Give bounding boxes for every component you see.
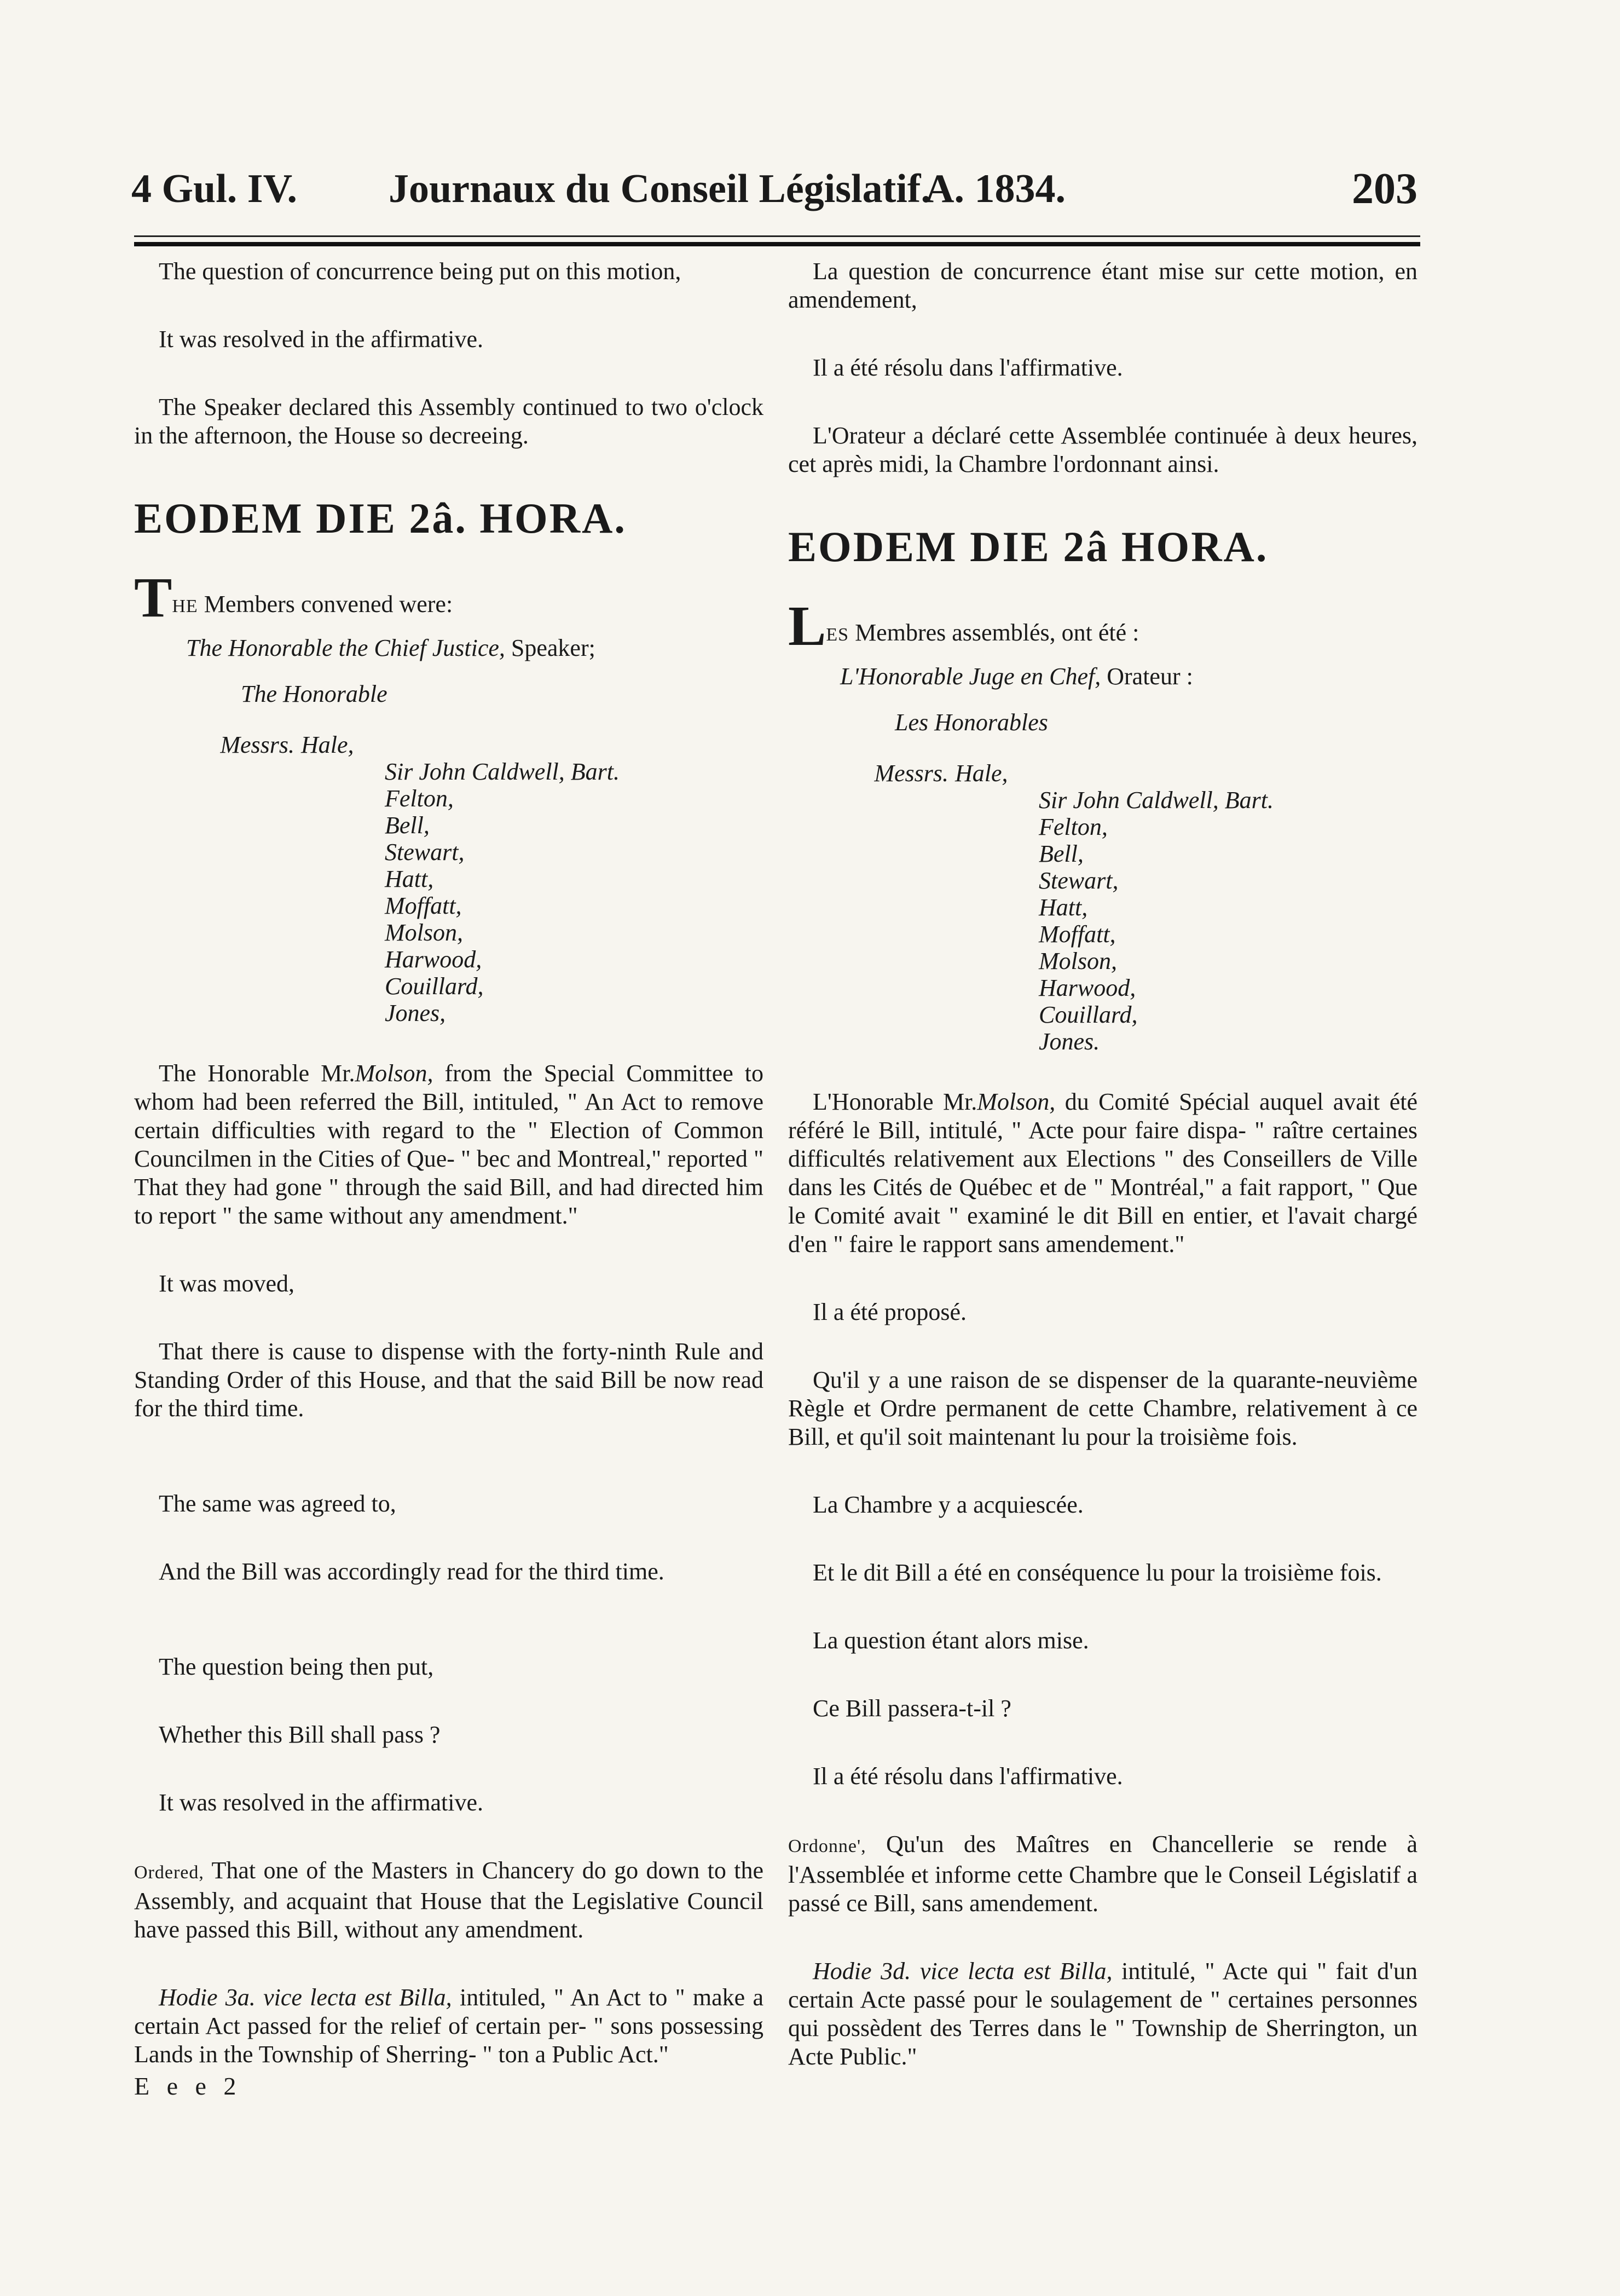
motion-text: That there is cause to dispense with the forty-ninth Rule and Standing Order of this House, and that the said Bill be now read for the third time. [134, 1338, 763, 1422]
member-row [788, 840, 1418, 867]
messrs-label: Messrs. [874, 760, 948, 787]
chief-justice-role: Orateur : [1101, 663, 1193, 690]
member-name: Stewart, [1039, 867, 1119, 894]
header-reign: 4 Gul. IV. [131, 166, 297, 211]
member-name: Harwood, [1039, 974, 1136, 1001]
hodie-paragraph [134, 1983, 763, 2069]
question-put-line: La question étant alors mise. [813, 1627, 1089, 1654]
member-row [788, 1001, 1418, 1028]
report-member-name: Molson, [977, 1088, 1056, 1115]
member-name: Stewart, [385, 839, 465, 866]
ordered-keyword: Ordonne', [788, 1836, 866, 1856]
report-body: du Comité Spécial auquel avait été référé le Bill, intitulé, " Acte pour faire dispa- " raître certaines difficultés relativement aux Elections " des Conseillers de Ville dans les Cités de Québec et de " Montréal," a fait rapport, " Que le Comité avait " examiné le dit Bill en entier, et l'avait chargé d'en " faire le rapport sans amendement." [788, 1088, 1418, 1257]
chief-justice-title: L'Honorable Juge en Chef, [840, 663, 1101, 690]
members-convened [134, 566, 763, 629]
member-row [788, 894, 1418, 921]
member-name: Felton, [385, 785, 454, 812]
member-row [788, 760, 1418, 787]
member-row [788, 867, 1418, 894]
member-name: Bell, [385, 812, 430, 839]
member-name: Molson, [1039, 948, 1117, 974]
member-name: Hale, [301, 731, 354, 758]
english-column [134, 257, 763, 2101]
member-row [134, 866, 763, 892]
member-row [788, 974, 1418, 1001]
hodie-paragraph [788, 1957, 1418, 2071]
chief-justice-line [788, 662, 1418, 691]
report-intro: The Honorable Mr. [159, 1060, 355, 1087]
committee-report [788, 1088, 1418, 1259]
hodie-latin: Hodie 3d. vice lecta est Billa, [813, 1958, 1113, 1985]
speaker-declaration: The Speaker declared this Assembly continued to two o'clock in the afternoon, the House so decreeing. [134, 394, 763, 449]
signature-mark: E e e 2 [134, 2072, 242, 2100]
member-name: Hatt, [1039, 894, 1088, 921]
drop-cap: L [788, 595, 826, 657]
ordered-text: Qu'un des Maîtres en Chancellerie se rende à l'Assemblée et informe cette Chambre que le Conseil Législatif a passé ce Bill, sans amendement. [788, 1831, 1418, 1917]
section-heading: EODEM DIE 2â HORA. [788, 523, 1269, 570]
hodie-text: intituled, " An Act to " make a certain Act passed for the relief of certain per- " sons possessing Lands in the Township of Sherring- " ton a Public Act." [134, 1984, 763, 2068]
chief-justice-line [134, 634, 763, 662]
moved-line: It was moved, [159, 1270, 295, 1297]
member-row [134, 839, 763, 866]
section-heading: EODEM DIE 2â. HORA. [134, 494, 627, 542]
member-name: Harwood, [385, 946, 482, 973]
whether-pass-line: Ce Bill passera-t-il ? [813, 1695, 1011, 1722]
member-name: Felton, [1039, 814, 1108, 840]
member-name: Jones. [1039, 1028, 1100, 1055]
member-name: Moffatt, [1039, 921, 1116, 948]
drop-cap-continuation: HE [172, 596, 198, 616]
ordered-paragraph [134, 1856, 763, 1944]
page-number: 203 [1352, 165, 1418, 213]
third-reading-line: Et le dit Bill a été en conséquence lu pour la troisième fois. [813, 1559, 1382, 1586]
question-put-line: The question being then put, [159, 1653, 434, 1680]
member-row [788, 1028, 1418, 1055]
member-row [134, 758, 763, 785]
hodie-text: intitulé, " Acte qui " fait d'un certain Acte passé pour le soulagement de " certaines personnes qui possèdent des Terres dans le " Township de Sherrington, un Acte Public." [788, 1958, 1418, 2070]
report-intro: L'Honorable Mr. [813, 1088, 977, 1115]
honorable-label: The Honorable [241, 680, 387, 707]
member-name: Molson, [385, 919, 463, 946]
moved-line: Il a été proposé. [813, 1299, 967, 1325]
member-name: Couillard, [1039, 1001, 1138, 1028]
header-rule-thick [134, 242, 1420, 246]
drop-cap-continuation: ES [826, 625, 849, 645]
members-list [134, 731, 763, 1026]
member-name: Sir John Caldwell, Bart. [1039, 787, 1274, 814]
ordered-paragraph [788, 1830, 1418, 1918]
ordered-keyword: Ordered, [134, 1862, 204, 1883]
report-body: from the Special Committee to whom had been referred the Bill, intituled, " An Act to remove certain difficulties with regard to the " Election of Common Councilmen in the Cities of Que- " bec and Montreal," reported " That they had gone " through the said Bill, and had directed him to report " the same without any amendment." [134, 1060, 764, 1229]
ordered-text: That one of the Masters in Chancery do go down to the Assembly, and acquaint that House that the Legislative Council have passed this Bill, without any amendment. [134, 1857, 763, 1943]
messrs-label: Messrs. [220, 731, 294, 758]
header-title: Journaux du Conseil Législatif. [389, 166, 931, 211]
concurrence-question: La question de concurrence étant mise sur cette motion, en amendement, [788, 258, 1418, 313]
header-rule-thin [134, 235, 1420, 237]
member-row [134, 919, 763, 946]
members-convened [788, 595, 1418, 657]
member-name: Couillard, [385, 973, 484, 1000]
member-name: Hale, [955, 760, 1008, 787]
member-name: Moffatt, [385, 892, 462, 919]
members-convened-text: Membres assemblés, ont été : [849, 619, 1139, 646]
member-row [788, 921, 1418, 948]
committee-report [134, 1059, 763, 1230]
resolved-affirmative: It was resolved in the affirmative. [159, 326, 483, 353]
concurrence-question: The question of concurrence being put on this motion, [159, 258, 681, 285]
honorable-label: Les Honorables [895, 709, 1048, 736]
member-name: Hatt, [385, 866, 434, 892]
report-member-name: Molson, [355, 1060, 433, 1087]
members-convened-text: Members convened were: [198, 591, 453, 618]
member-row [134, 892, 763, 919]
chief-justice-title: The Honorable the Chief Justice, [186, 634, 505, 661]
third-reading-line: And the Bill was accordingly read for the third time. [159, 1558, 664, 1585]
member-row [134, 785, 763, 812]
member-name: Bell, [1039, 840, 1084, 867]
member-row [134, 1000, 763, 1026]
member-name: Sir John Caldwell, Bart. [385, 758, 620, 785]
motion-text: Qu'il y a une raison de se dispenser de la quarante-neuvième Règle et Ordre permanent de cette Chambre, relativement à ce Bill, et qu'il soit maintenant lu pour la troisième fois. [788, 1366, 1418, 1450]
running-header [131, 164, 1418, 214]
resolved-line: It was resolved in the affirmative. [159, 1789, 483, 1816]
chief-justice-role: Speaker; [505, 634, 595, 661]
member-row [788, 948, 1418, 974]
member-name: Jones, [385, 1000, 446, 1026]
french-column [788, 257, 1418, 2071]
member-row [788, 814, 1418, 840]
agreed-line: La Chambre y a acquiescée. [813, 1491, 1084, 1518]
drop-cap: T [134, 566, 172, 629]
resolved-line: Il a été résolu dans l'affirmative. [813, 1763, 1123, 1790]
agreed-line: The same was agreed to, [159, 1490, 396, 1517]
hodie-latin: Hodie 3a. vice lecta est Billa, [159, 1984, 452, 2011]
whether-pass-line: Whether this Bill shall pass ? [159, 1721, 441, 1748]
member-row [134, 812, 763, 839]
member-row [134, 731, 763, 758]
members-list [788, 760, 1418, 1055]
header-year: A. 1834. [925, 166, 1066, 211]
member-row [134, 946, 763, 973]
resolved-affirmative: Il a été résolu dans l'affirmative. [813, 354, 1123, 381]
member-row [134, 973, 763, 1000]
member-row [788, 787, 1418, 814]
speaker-declaration: L'Orateur a déclaré cette Assemblée continuée à deux heures, cet après midi, la Chambre l'ordonnant ainsi. [788, 422, 1418, 477]
